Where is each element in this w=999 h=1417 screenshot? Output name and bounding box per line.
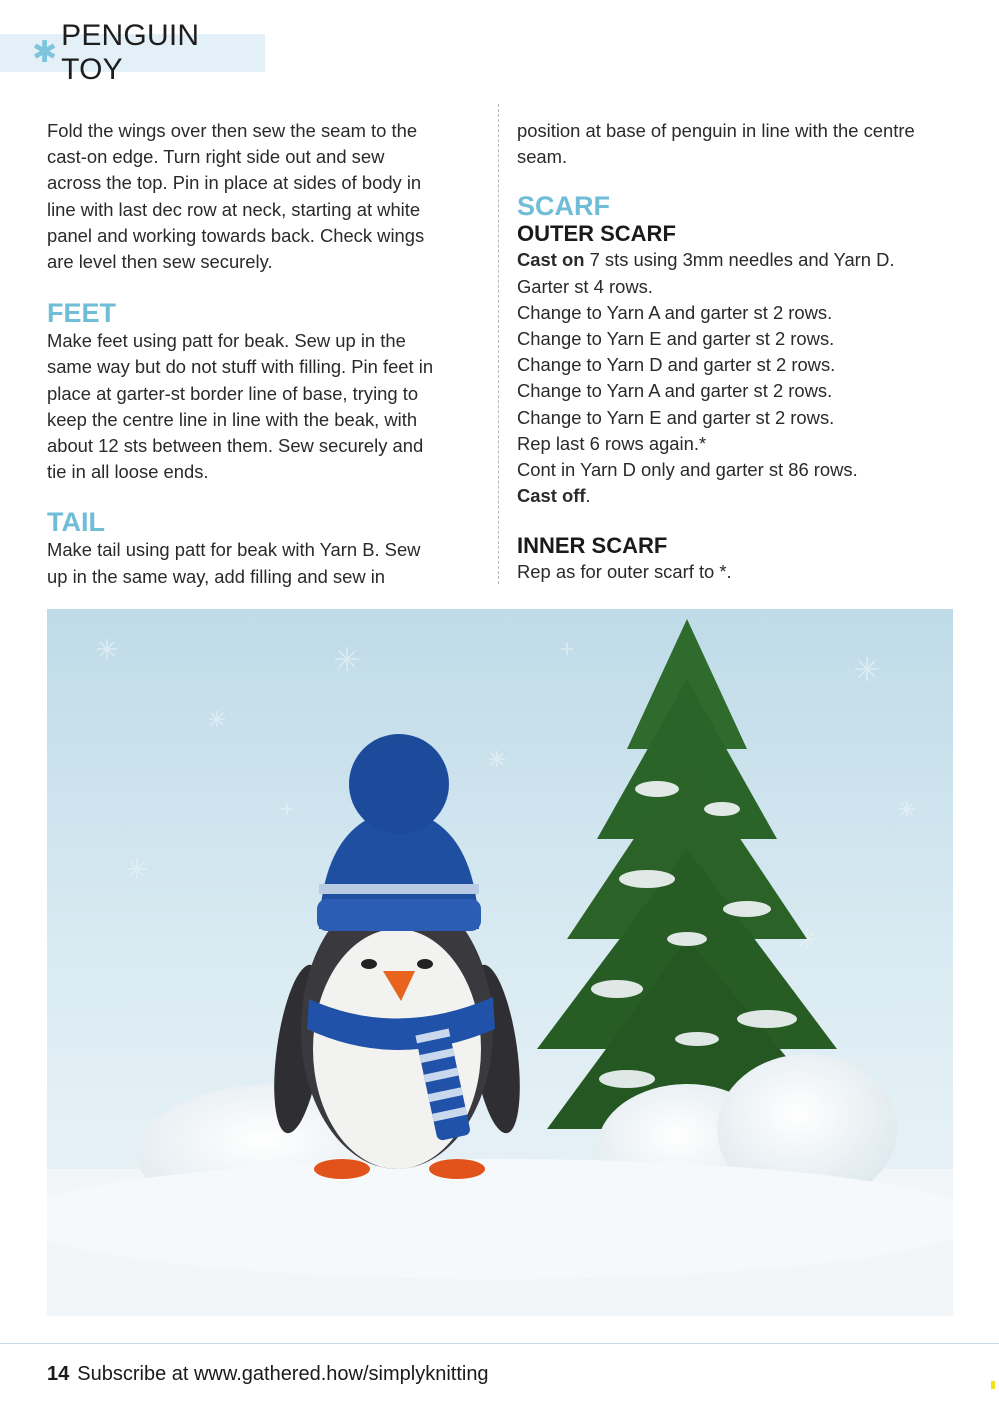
page-section-title: PENGUIN TOY xyxy=(61,19,200,86)
body-line: Make tail using patt for beak with Yarn B. Sew xyxy=(47,539,421,561)
body-line: are level then sew securely. xyxy=(47,251,273,273)
corner-marker xyxy=(991,1381,995,1389)
body-line: seam. xyxy=(517,146,568,168)
cast-off-period: . xyxy=(585,485,591,507)
body-line: place at garter-st border line of base, trying to xyxy=(47,382,419,404)
body-line: about 12 sts between them. Sew securely and xyxy=(47,435,424,457)
body-line: across the top. Pin in place at sides of body in xyxy=(47,172,422,194)
body-line: same way but do not stuff with filling. Pin feet in xyxy=(47,356,434,378)
feet-heading: FEET xyxy=(47,298,117,329)
pattern-row: Change to Yarn A and garter st 2 rows. xyxy=(517,380,833,402)
asterisk-icon: ✱ xyxy=(32,36,58,69)
body-line: up in the same way, add filling and sew in xyxy=(47,565,386,587)
section-header-tab xyxy=(0,19,265,86)
penguin-photo xyxy=(47,609,953,1316)
right-column xyxy=(517,118,957,586)
body-line: line with last dec row at neck, starting at white xyxy=(47,198,421,220)
cast-on-text: 7 sts using 3mm needles and Yarn D. xyxy=(584,249,895,271)
outer-scarf-heading: OUTER SCARF xyxy=(517,221,676,247)
subscribe-link[interactable]: Subscribe at www.gathered.how/simplyknitting xyxy=(77,1363,489,1385)
scarf-heading: SCARF xyxy=(517,191,610,222)
cast-on-label: Cast on xyxy=(517,249,585,271)
inner-scarf-heading: INNER SCARF xyxy=(517,533,668,559)
body-line: panel and working towards back. Check wings xyxy=(47,224,425,246)
body-line: tie in all loose ends. xyxy=(47,461,209,483)
cast-off-line xyxy=(517,483,957,509)
pattern-row: Change to Yarn D and garter st 2 rows. xyxy=(517,354,836,376)
page-number: 14 xyxy=(47,1363,70,1385)
pattern-row: Change to Yarn E and garter st 2 rows. xyxy=(517,406,835,428)
body-line: Fold the wings over then sew the seam to the xyxy=(47,120,418,141)
tail-heading: TAIL xyxy=(47,507,105,538)
pattern-row: Garter st 4 rows. xyxy=(517,275,653,297)
page-footer xyxy=(47,1363,489,1386)
footer-divider xyxy=(0,1343,999,1344)
body-line: keep the centre line in line with the beak, with xyxy=(47,408,418,430)
pattern-row: Rep last 6 rows again.* xyxy=(517,432,707,454)
body-line: position at base of penguin in line with the centre xyxy=(517,120,915,141)
pattern-row: Change to Yarn A and garter st 2 rows. xyxy=(517,301,833,323)
body-line: Make feet using patt for beak. Sew up in the xyxy=(47,330,406,352)
pattern-row: Rep as for outer scarf to *. xyxy=(517,561,732,583)
cast-off-label: Cast off xyxy=(517,485,586,507)
body-line: cast-on edge. Turn right side out and sew xyxy=(47,146,385,168)
pattern-row: Change to Yarn E and garter st 2 rows. xyxy=(517,328,835,350)
column-divider xyxy=(498,104,499,584)
cast-on-line xyxy=(517,247,957,273)
left-column xyxy=(47,118,477,590)
pattern-row: Cont in Yarn D only and garter st 86 rows. xyxy=(517,459,858,481)
